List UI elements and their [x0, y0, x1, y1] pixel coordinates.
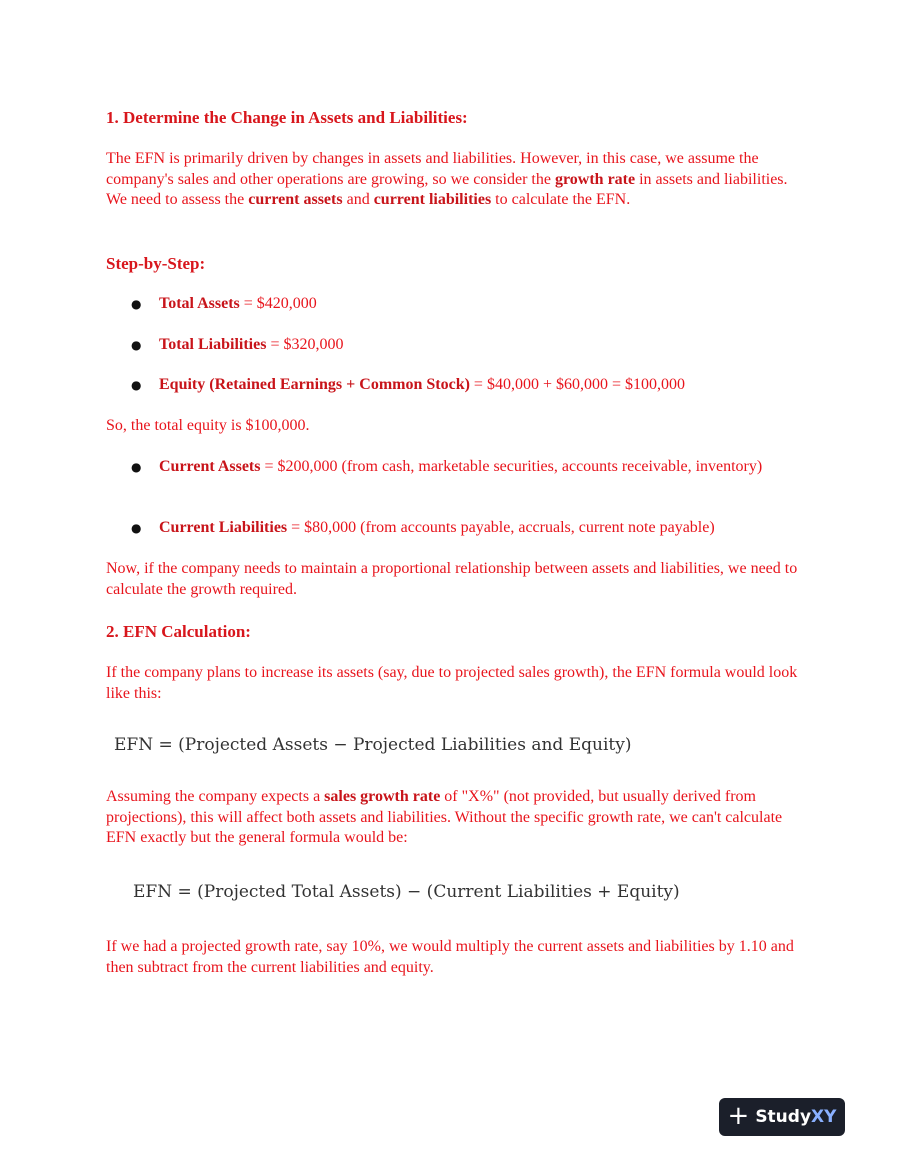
logo-text: StudyXY: [755, 1107, 837, 1127]
bullet-icon: ●: [131, 521, 142, 535]
equity-note: So, the total equity is $100,000.: [106, 417, 310, 434]
proportion-note: Now, if the company needs to maintain a proportional relationship between assets and liabilities, we need to calculate the growth required.: [106, 560, 798, 598]
efn-formula-2: EFN = (Projected Total Assets) − (Current Liabilities + Equity): [133, 882, 680, 902]
bullet-icon: ●: [131, 338, 142, 352]
section2-heading: 2. EFN Calculation:: [106, 622, 251, 641]
section2-intro: If the company plans to increase its assets (say, due to projected sales growth), the EFN formula would look like this:: [106, 664, 798, 702]
closing-paragraph: If we had a projected growth rate, say 10%, we would multiply the current assets and liabilities by 1.10 and then subtract from the current liabilities and equity.: [106, 938, 794, 976]
bullet-icon: ●: [131, 297, 142, 311]
section1-intro: The EFN is primarily driven by changes in assets and liabilities. However, in this case, we assume the company's sales and other operations are growing, so we consider the growth rate in assets and liabilities. We need to assess the current assets and current liabilities to calculate the EFN.: [106, 150, 788, 208]
steps-heading: Step-by-Step:: [106, 254, 206, 273]
plus-icon: +: [727, 1100, 750, 1131]
section1-heading: 1. Determine the Change in Assets and Liabilities:: [106, 108, 468, 127]
studyxy-logo: [719, 1098, 845, 1136]
bullet-icon: ●: [131, 378, 142, 392]
efn-formula-1: EFN = (Projected Assets − Projected Liabilities and Equity): [114, 735, 632, 755]
assumption-paragraph: Assuming the company expects a sales growth rate of "X%" (not provided, but usually derived from projections), this will affect both assets and liabilities. Without the specific growth rate, we can't calculate EFN exactly but the general formula would be:: [106, 788, 783, 846]
bullet-icon: ●: [131, 460, 142, 474]
